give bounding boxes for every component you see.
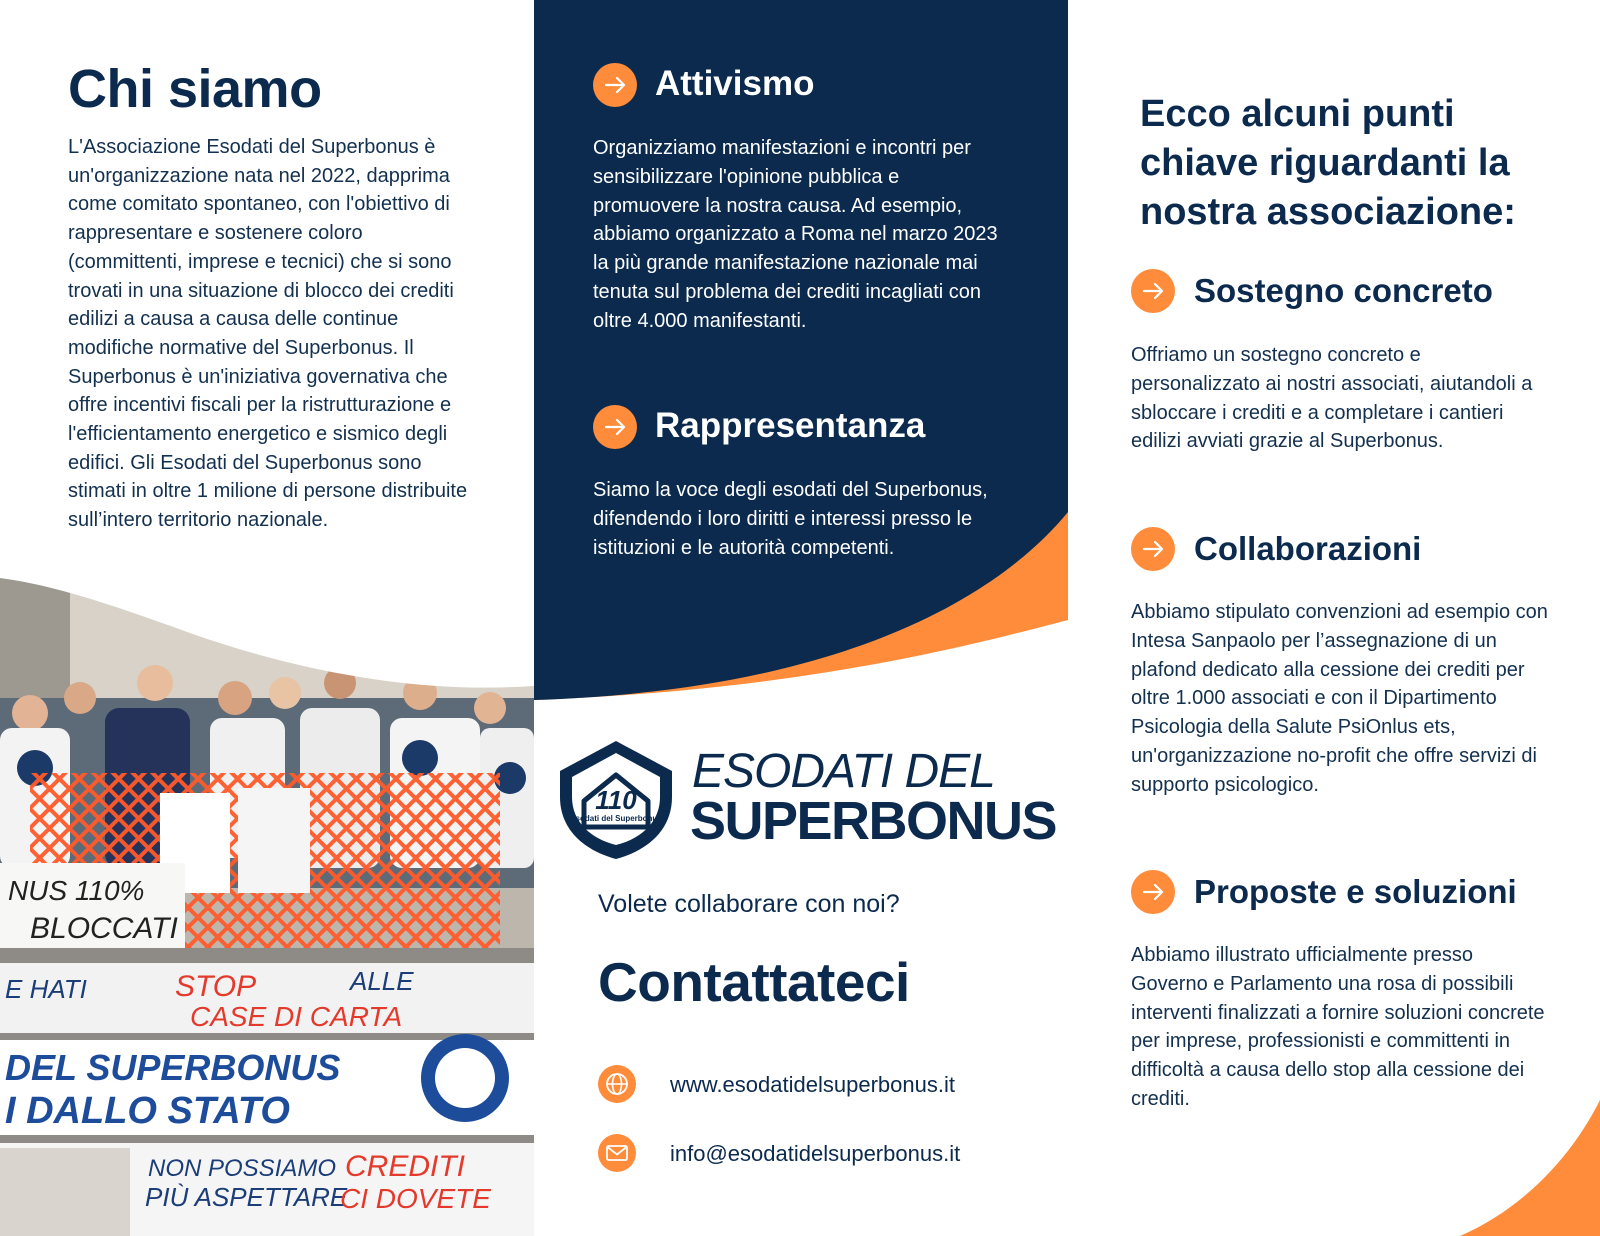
svg-text:STOP: STOP (175, 970, 257, 1003)
svg-text:BLOCCATI: BLOCCATI (30, 912, 178, 945)
collaborazioni-heading: Collaborazioni (1194, 530, 1422, 567)
collaborate-question: Volete collaborare con noi? (598, 890, 900, 918)
globe-icon (598, 1065, 636, 1103)
svg-text:NON POSSIAMO: NON POSSIAMO (148, 1155, 337, 1182)
attivismo-text: Organizziamo manifestazioni e incontri per sensibilizzare l'opinione pubblica e promuovere la nostra causa. Ad esempio, abbiamo organizzato a Roma nel marzo 2023 la più grande manifestazione nazionale mai tenuta sul problema dei crediti incagliati con oltre 4.000 manifestanti. (593, 137, 998, 332)
corner-decoration (1460, 1100, 1600, 1236)
logo-text-line1: ESODATI DEL (692, 745, 995, 798)
arrow-right-icon (1131, 870, 1175, 914)
svg-text:DEL SUPERBONUS: DEL SUPERBONUS (5, 1047, 341, 1088)
arrow-right-icon (593, 405, 637, 449)
mail-icon (598, 1134, 636, 1172)
attivismo-heading: Attivismo (655, 64, 815, 103)
collaborazioni-text: Abbiamo stipulato convenzioni ad esempio con Intesa Sanpaolo per l’assegnazione di un plafond dedicato alla cessione dei crediti per oltre 1.000 associati e con il Dipartimento Psicologia della Salute PsiOnlus ets, un'organizzazione no-profit che offre servizi di supporto psicologico. (1131, 601, 1548, 796)
proposte-text: Abbiamo illustrato ufficialmente presso Governo e Parlamento una rosa di possibili interventi finalizzati a fornire soluzioni concrete per imprese, professionisti e committenti in difficoltà a causa dello stop alla cessione dei crediti. (1131, 944, 1545, 1110)
svg-text:ALLE: ALLE (350, 966, 414, 996)
protest-photo (0, 578, 534, 1236)
contact-title: Contattateci (598, 951, 910, 1013)
rappresentanza-heading: Rappresentanza (655, 406, 926, 445)
svg-text:NUS 110%: NUS 110% (8, 875, 145, 906)
arrow-right-icon (1131, 269, 1175, 313)
svg-text:PIÙ ASPETTARE: PIÙ ASPETTARE (145, 1182, 348, 1212)
arrow-right-icon (1131, 527, 1175, 571)
proposte-heading: Proposte e soluzioni (1194, 873, 1517, 910)
svg-text:110: 110 (595, 785, 637, 815)
key-points-title: Ecco alcuni punti chiave riguardanti la nostra associazione: (1140, 93, 1516, 233)
svg-text:CREDITI: CREDITI (345, 1150, 465, 1183)
rappresentanza-text: Siamo la voce degli esodati del Superbonus, difendendo i loro diritti e interessi presso le istituzioni e le autorità competenti. (593, 479, 988, 559)
svg-text:Esodati del Superbonus: Esodati del Superbonus (570, 814, 662, 823)
svg-text:CI DOVETE: CI DOVETE (340, 1183, 491, 1214)
chi-siamo-title: Chi siamo (68, 59, 322, 119)
website-link[interactable]: www.esodatidelsuperbonus.it (670, 1072, 955, 1097)
association-logo-icon (556, 735, 676, 861)
protest-sign-bloccati (0, 863, 185, 948)
banner-crediti (0, 1143, 534, 1236)
svg-text:I DALLO STATO: I DALLO STATO (5, 1090, 290, 1132)
sostegno-text: Offriamo un sostegno concreto e personalizzato ai nostri associati, aiutandoli a sbloccare i crediti e a completare i cantieri edilizi avviati grazie al Superbonus. (1131, 344, 1533, 453)
logo-text-line2: SUPERBONUS (690, 791, 1057, 851)
arrow-right-icon (593, 63, 637, 107)
banner-superbonus (0, 1034, 534, 1135)
email-link[interactable]: info@esodatidelsuperbonus.it (670, 1141, 961, 1166)
svg-text:CASE DI CARTA: CASE DI CARTA (190, 1001, 403, 1032)
sostegno-heading: Sostegno concreto (1194, 272, 1493, 309)
banner-case-di-carta (0, 963, 534, 1033)
svg-text:E HATI: E HATI (5, 974, 87, 1004)
chi-siamo-text: L'Associazione Esodati del Superbonus è un'organizzazione nata nel 2022, dapprima come comitato spontaneo, con l'obiettivo di rappresentare e sostenere coloro (committenti, imprese e tecnici) che si sono trovati in una situazione di blocco dei crediti edilizi a causa a causa delle continue modifiche normative del Superbonus. Il Superbonus è un'iniziativa governativa che offre incentivi fiscali per la ristrutturazione e l'efficientamento energetico e sismico degli edifici. Gli Esodati del Superbonus sono stimati in oltre 1 milione di persone distribuite sull’intero territorio nazionale. (68, 136, 468, 532)
